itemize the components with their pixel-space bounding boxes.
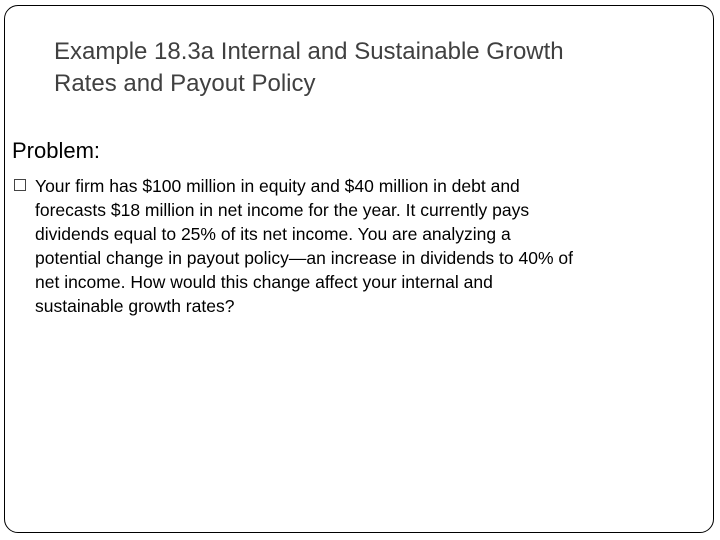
bullet-text-line: potential change in payout policy—an increase in dividends to 40% of <box>35 248 573 268</box>
slide-title <box>54 36 694 100</box>
bullet-text-line: forecasts $18 million in net income for the year. It currently pays <box>35 200 530 220</box>
bullet-text-line: Your firm has $100 million in equity and $40 million in debt and <box>35 176 520 196</box>
bullet-text-line: dividends equal to 25% of its net income. You are analyzing a <box>35 224 511 244</box>
bullet-text-line: sustainable growth rates? <box>35 296 235 316</box>
square-bullet-icon <box>14 179 26 191</box>
bullet-text-line: net income. How would this change affect your internal and <box>35 272 493 292</box>
slide-title-line: Rates and Payout Policy <box>54 70 316 97</box>
bullet-text <box>35 174 675 318</box>
problem-label: Problem: <box>12 138 101 163</box>
slide-frame <box>4 5 714 533</box>
slide-title-line: Example 18.3a Internal and Sustainable Growth <box>54 38 564 65</box>
